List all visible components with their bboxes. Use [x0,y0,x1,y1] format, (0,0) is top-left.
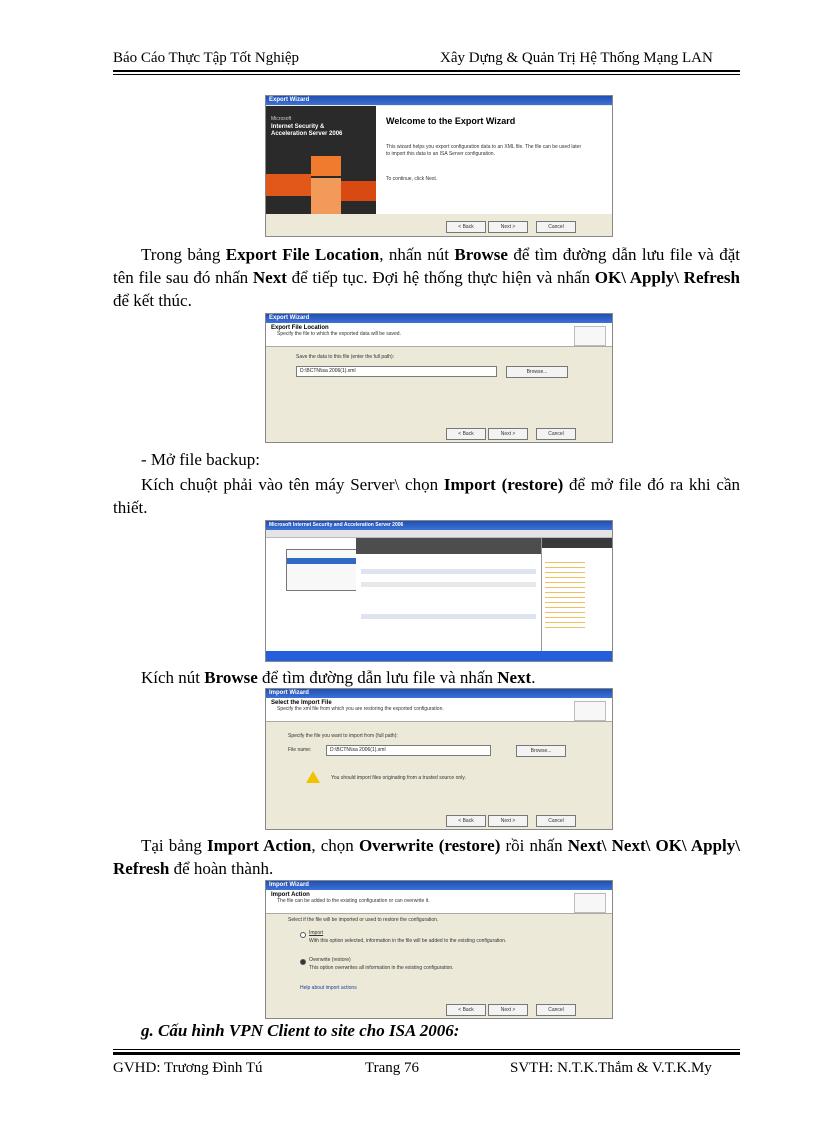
header-right: Xây Dựng & Quản Trị Hệ Thống Mạng LAN [440,50,713,66]
brand-line2: Acceleration Server 2006 [271,131,343,137]
file-name-label: File name: [288,747,312,753]
orange-block [311,178,341,214]
back-button[interactable]: < Back [446,221,486,233]
header-rule-thin [113,74,740,75]
cancel-button[interactable]: Cancel [536,815,576,827]
console-row [361,582,536,587]
warning-text: You should import files originating from a trusted source only. [331,775,466,781]
paragraph-export-location: Trong bảng Export File Location, nhấn nút Browse để tìm đường dẫn lưu file và đặt tên file sau đó nhấn Next để tiếp tục. Đợi hệ thống thực hiện và nhấn OK\ Apply\ Refresh để kết thúc. [113,245,740,310]
header-rule [113,70,740,72]
back-button[interactable]: < Back [446,428,486,440]
dialog-subheading: Specify the xml file from which you are restoring the exported configuration. [277,706,444,712]
console-main-pane [356,554,541,651]
overwrite-radio[interactable] [300,959,306,965]
orange-block [341,181,376,201]
footer-rule [113,1052,740,1055]
next-button[interactable]: Next > [488,428,528,440]
dialog-titlebar: Export Wizard [266,314,612,323]
cancel-button[interactable]: Cancel [536,1004,576,1016]
task-pane-list [545,558,585,628]
header-left: Báo Cáo Thực Tập Tốt Nghiệp [113,50,300,66]
cancel-button[interactable]: Cancel [536,428,576,440]
next-button[interactable]: Next > [488,1004,528,1016]
brand-line1: Internet Security & [271,124,325,130]
dialog-titlebar: Import Wizard [266,881,612,890]
taskbar [266,651,612,661]
dialog-header [266,323,612,347]
dialog-subheading: The file can be added to the existing configuration or can overwrite it. [277,898,430,904]
dialog-header [266,698,612,722]
paragraph-open-backup: - Mở file backup: [141,450,260,469]
console-titlebar: Microsoft Internet Security and Acceleration Server 2006 [266,521,612,530]
context-menu [286,549,358,591]
console-row [361,614,536,619]
footer-left: GVHD: Trương Đình Tú [113,1060,263,1076]
wizard-heading: Welcome to the Export Wizard [386,116,516,126]
console-task-pane [541,538,613,651]
import-file-screenshot [265,688,613,830]
console-banner [356,538,541,554]
overwrite-option-description: This option overwrites all information in the existing configuration. [309,965,454,971]
paragraph-import-restore: Kích chuột phải vào tên máy Server\ chọn Import (restore) để mở file đó ra khi cần thiết. [113,475,741,517]
context-menu-highlight [287,558,357,564]
export-wizard-welcome-screenshot [265,95,613,237]
overwrite-radio-label: Overwrite (restore) [309,957,351,963]
import-radio[interactable] [300,932,306,938]
task-pane-header [542,538,613,548]
import-action-screenshot [265,880,613,1019]
save-path-input[interactable]: D:\BCTN\isa 2006(1).xml [296,366,497,377]
paragraph-browse-next: Kích nút Browse để tìm đường dẫn lưu file và nhấn Next. [141,668,536,687]
wizard-content [376,106,612,214]
wizard-icon [574,326,606,346]
back-button[interactable]: < Back [446,1004,486,1016]
dialog-heading: Export File Location [271,325,329,331]
orange-block [266,174,311,196]
save-path-label: Save the data to this file (enter the full path): [296,354,395,360]
import-radio-label: Import [309,930,324,936]
browse-button[interactable]: Browse... [516,745,566,757]
next-button[interactable]: Next > [488,221,528,233]
help-import-actions-link[interactable]: Help about import actions [300,985,357,991]
console-menubar [266,530,612,538]
wizard-icon [574,893,606,913]
brand-small: Microsoft [271,116,292,122]
export-file-location-screenshot [265,313,613,443]
browse-button[interactable]: Browse... [506,366,568,378]
next-button[interactable]: Next > [488,815,528,827]
dialog-titlebar: Import Wizard [266,689,612,698]
file-name-input[interactable]: D:\BCTN\isa 2006(1).xml [326,745,491,756]
back-button[interactable]: < Back [446,815,486,827]
section-heading: g. Cấu hình VPN Client to site cho ISA 2006: [141,1021,460,1040]
dialog-heading: Import Action [271,892,310,898]
orange-block [311,156,341,176]
dialog-heading: Select the Import File [271,700,332,706]
cancel-button[interactable]: Cancel [536,221,576,233]
import-path-label: Specify the file you want to import from (full path): [288,733,398,739]
wizard-description: This wizard helps you export configuration data to an XML file. The file can be used later to import this data to an ISA Server configuration. [386,144,582,157]
dialog-subheading: Specify the file to which the exported data will be saved. [277,331,401,337]
footer-rule-thin [113,1049,740,1050]
import-option-description: With this option selected, information in the file will be added to the existing configuration. [309,938,507,944]
page-number: Trang 76 [365,1060,420,1076]
paragraph-import-action: Tại bảng Import Action, chọn Overwrite (restore) rồi nhấn Next\ Next\ OK\ Apply\ Refresh để hoàn thành. [113,836,741,878]
wizard-continue-hint: To continue, click Next. [386,176,438,182]
footer-right: SVTH: N.T.K.Thắm & V.T.K.My [510,1060,712,1076]
wizard-icon [574,701,606,721]
console-row [361,569,536,574]
dialog-titlebar: Export Wizard [266,96,612,105]
isa-console-screenshot [265,520,613,662]
warning-icon [306,771,320,783]
wizard-side-banner [266,106,376,214]
import-question: Select if the file will be imported or used to restore the configuration. [288,917,439,923]
dialog-header [266,890,612,914]
